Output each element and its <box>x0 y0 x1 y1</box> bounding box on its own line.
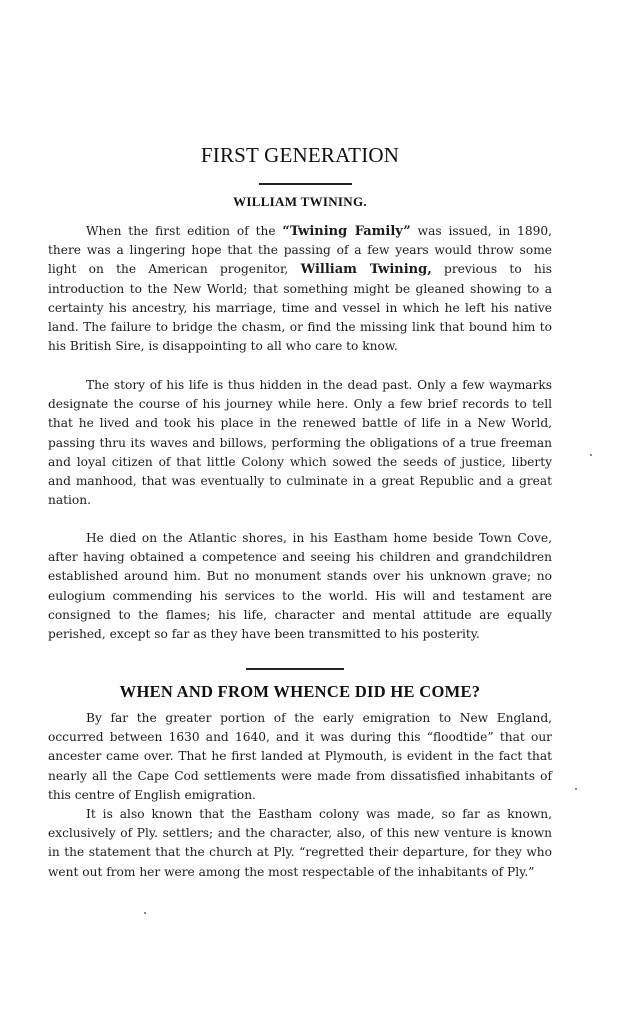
text-run: previous to his introduction to the New World; that something might be gleaned showing to a certainty his ancestry, his marriage, time and vessel in which he left his native land. The failure to bridge the chasm, or find the missing link that bound him to his British Sire, is disappointing to all who care to know. <box>48 262 552 354</box>
text-run: By far the greater portion of the early emigration to New England, occurred between 1630 and 1640, and it was during this “floodtide” that our ancester came over. That he first landed at Plymouth, is evident in the fact that nearly all the Cape Cod settlements were made from dissatisfied inhabitants of this centre of English emigration. <box>48 711 552 802</box>
paragraph <box>48 805 552 882</box>
scan-speck <box>590 454 592 456</box>
text-run: When the first edition of the <box>86 224 283 238</box>
paragraph <box>48 222 552 356</box>
text-run: He died on the Atlantic shores, in his Eastham home beside Town Cove, after having obtained a competence and seeing his children and grandchildren established around him. But no monument stands over his unknown grave; no eulogium commending his services to the world. His will and testament are consigned to the flames; his life, character and mental attitude are equally perished, except so far as they have been transmitted to his posterity. <box>48 531 552 642</box>
scan-speck <box>144 912 146 914</box>
paragraph <box>48 529 552 644</box>
title-divider <box>259 183 352 185</box>
scan-speck <box>575 788 577 790</box>
bold-text-run: “Twining Family” <box>282 224 411 239</box>
section-divider <box>246 668 344 670</box>
text-run: was issued, in 1890, there was a lingering hope that the passing of a few years would throw some light on the American progenitor, <box>48 224 552 277</box>
section-subtitle: WILLIAM TWINING. <box>233 194 367 209</box>
text-run: It is also known that the Eastham colony was made, so far as known, exclusively of Ply. settlers; and the character, also, of this new venture is known in the statement that the church at Ply. “regretted their departure, for they who went out from her were among the most respectable of the inhabitants of Ply.” <box>48 807 552 879</box>
paragraph <box>48 709 552 805</box>
bold-text-run: William Twining, <box>300 262 432 278</box>
text-run: The story of his life is thus hidden in the dead past. Only a few waymarks designate the course of his journey while here. Only a few brief records to tell that he lived and took his place in the renewed battle of life in a New World, passing thru its waves and billows, performing the obligations of a true freeman and loyal citizen of that little Colony which sowed the seeds of justice, liberty and manhood, that was eventually to culminate in a great Republic and a great nation. <box>48 378 552 508</box>
section-heading: WHEN AND FROM WHENCE DID HE COME? <box>119 682 481 701</box>
paragraph <box>48 376 552 510</box>
page-title: FIRST GENERATION <box>200 143 400 167</box>
